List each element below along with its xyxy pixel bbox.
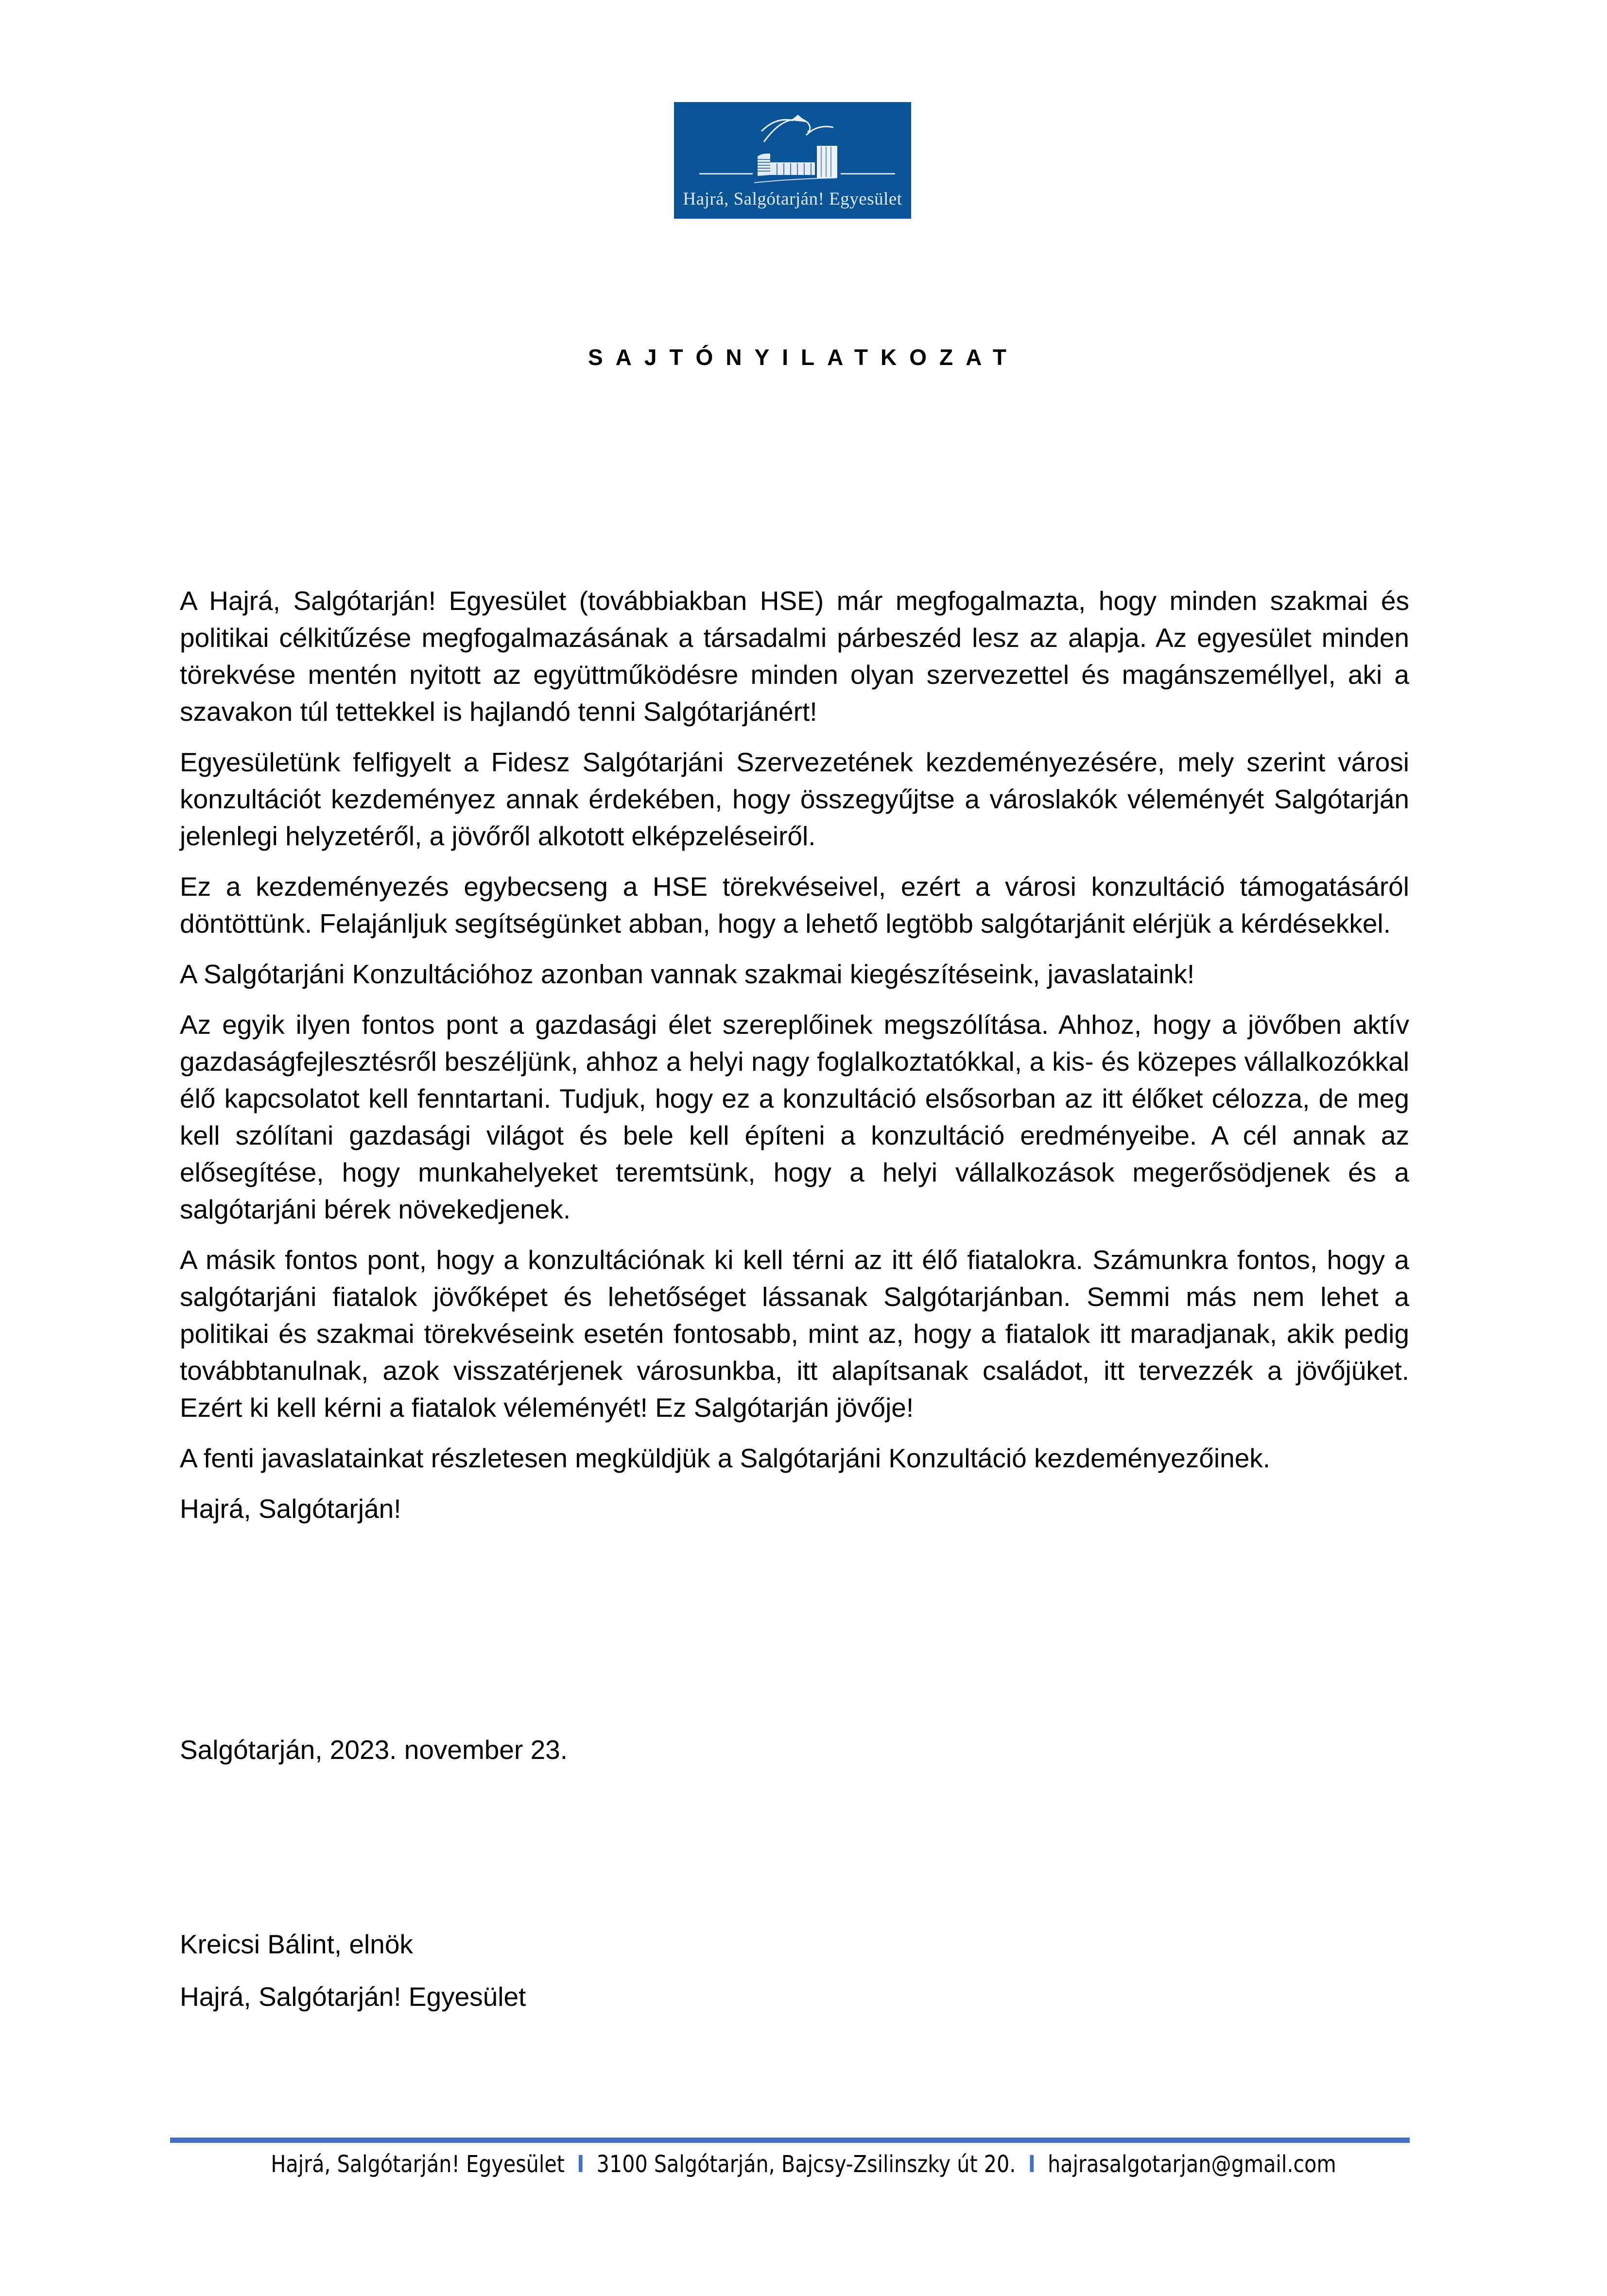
closing-line: Hajrá, Salgótarján! — [180, 1494, 401, 1524]
paragraph-suggestions: A Salgótarjáni Konzultációhoz azonban vannak szakmai kiegészítéseink, javaslataink! — [180, 959, 1195, 989]
footer-divider — [170, 2138, 1410, 2143]
document-title: SAJTÓNYILATKOZAT — [588, 345, 1019, 370]
footer-separator: I — [577, 2151, 585, 2178]
paragraph-youth: A másik fontos pont, hogy a konzultációnak ki kell térni az itt élő fiatalokra. Számunkra fontos, hogy a salgótarjáni fiatalok jövőképet és lehetőséget lássanak Salgótarjánban. Semmi más nem lehet a politikai és szakmai törekvéseink esetén fontosabb, mint az, hogy a fiatalok itt maradjanak, akik pedig továbbtanulnak, azok visszatérjenek városunkba, itt alapítsanak családot, itt tervezzék a jövőjüket. Ezért ki kell kérni a fiatalok véleményét! Ez Salgótarján jövője! — [180, 1245, 1409, 1423]
logo-text: Hajrá, Salgótarján! Egyesület — [683, 189, 902, 209]
paragraph-economy: Az egyik ilyen fontos pont a gazdasági élet szereplőinek megszólítása. Ahhoz, hogy a jövőben aktív gazdaságfejlesztésről beszéljünk, ahhoz a helyi nagy foglalkoztatókkal, a kis- és közepes vállalkozókkal élő kapcsolatot kell fenntartani. Tudjuk, hogy ez a konzultáció elsősorban az itt élőket célozza, de meg kell szólítani gazdasági világot és bele kell építeni a konzultáció eredményeibe. A cél annak az elősegítése, hogy munkahelyeket teremtsünk, hogy a helyi vállalkozások megerősödjenek és a salgótarjáni bérek növekedjenek. — [180, 1009, 1409, 1224]
footer-organization: Hajrá, Salgótarján! Egyesület — [271, 2151, 565, 2178]
footer — [112, 2151, 1494, 2178]
signature-organization: Hajrá, Salgótarján! Egyesület — [180, 1982, 526, 2012]
footer-separator: I — [1028, 2151, 1036, 2178]
organization-logo — [674, 102, 911, 219]
footer-address: 3100 Salgótarján, Bajcsy-Zsilinszky út 20. — [596, 2151, 1016, 2178]
footer-email[interactable]: hajrasalgotarjan@gmail.com — [1048, 2151, 1336, 2178]
paragraph-intro: A Hajrá, Salgótarján! Egyesület (továbbiakban HSE) már megfogalmazta, hogy minden szakmai és politikai célkitűzése megfogalmazásának a társadalmi párbeszéd lesz az alapja. Az egyesület minden törekvése mentén nyitott az együttműködésre minden olyan szervezettel és magánszeméllyel, aki a szavakon túl tettekkel is hajlandó tenni Salgótarjánért! — [180, 586, 1409, 727]
document-body — [180, 582, 1409, 1527]
paragraph-forwarding: A fenti javaslatainkat részletesen megküldjük a Salgótarjáni Konzultáció kezdeményezőinek. — [180, 1443, 1271, 1473]
signature-name: Kreicsi Bálint, elnök — [180, 1929, 413, 1959]
city-skyline-mountain-icon — [674, 102, 911, 187]
paragraph-support: Ez a kezdeményezés egybecseng a HSE törekvéseivel, ezért a városi konzultáció támogatásáról döntöttünk. Felajánljuk segítségünket abban, hogy a lehető legtöbb salgótarjánit elérjük a kérdésekkel. — [180, 871, 1409, 939]
date-line: Salgótarján, 2023. november 23. — [180, 1735, 568, 1765]
paragraph-initiative: Egyesületünk felfigyelt a Fidesz Salgótarjáni Szervezetének kezdeményezésére, mely szerint városi konzultációt kezdeményez annak érdekében, hogy összegyűjtse a városlakók véleményét Salgótarján jelenlegi helyzetéről, a jövőről alkotott elképzeléseiről. — [180, 747, 1409, 851]
